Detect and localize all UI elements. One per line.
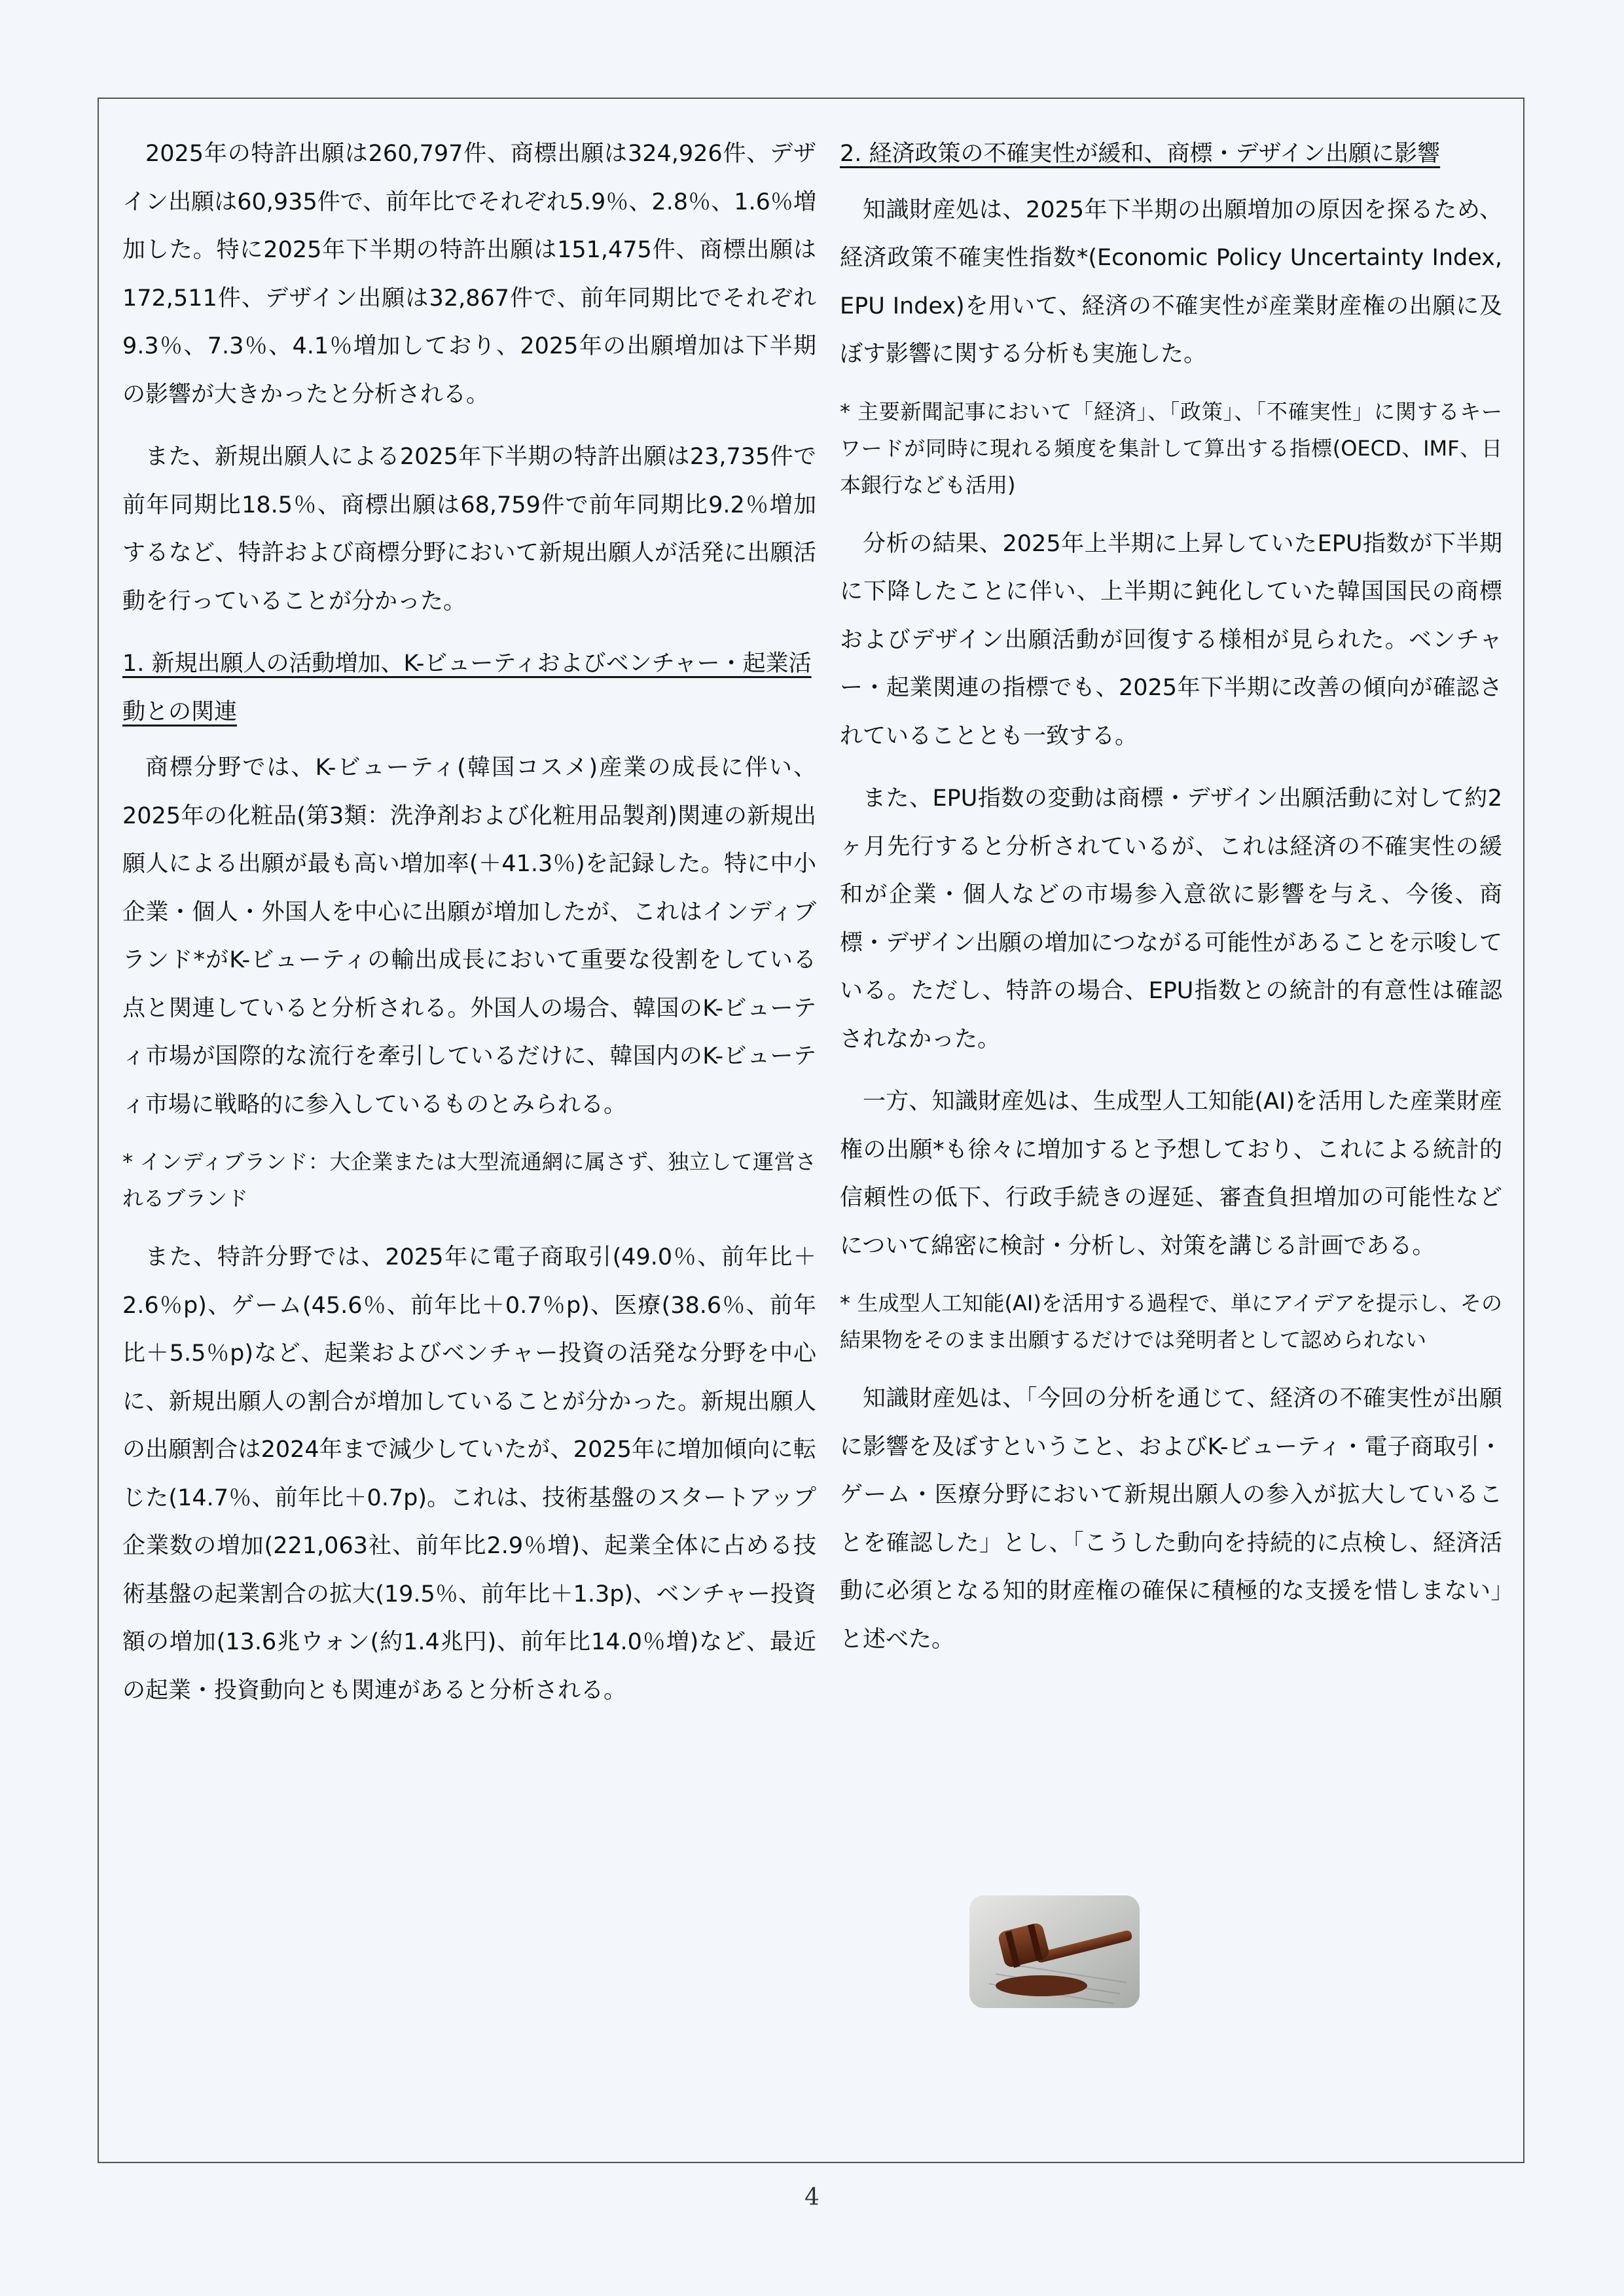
paragraph-k-beauty: 商標分野では、K-ビューティ(韓国コスメ)産業の成長に伴い、2025年の化粧品(第3類：洗浄剤および化粧用品製剤)関連の新規出願人による出願が最も高い増加率(＋41.3％)を記録した。特に中小企業・個人・外国人を中心に出願が増加したが、これはインディブランド*がK-ビューティの輸出成長において重要な役割をしている点と関連していると分析される。外国人の場合、韓国のK-ビューティ市場が国際的な流行を牽引しているだけに、韓国内のK-ビューティ市場に戦略的に参入しているものとみられる。 xyxy=(122,755,816,1118)
footnote-epu-index: * 主要新聞記事において「経済」、「政策」、「不確実性」に関するキーワードが同時に現れる頻度を集計して算出する指標(OECD、IMF、日本銀行なども活用) xyxy=(840,399,1502,497)
paragraph-patent-startups: また、特許分野では、2025年に電子商取引(49.0％、前年比＋2.6％p)、ゲーム(45.6％、前年比＋0.7％p)、医療(38.6％、前年比＋5.5％p)など、起業およびベンチャー投資の活発な分野を中心に、新規出願人の割合が増加していることが分かった。新規出願人の出願割合は2024年まで減少していたが、2025年に増加傾向に転じた(14.7％、前年比＋0.7p)。これは、技術基盤のスタートアップ企業数の増加(221,063社、前年比2.9％増)、起業全体に占める技術基盤の起業割合の拡大(19.5％、前年比＋1.3p)、ベンチャー投資額の増加(13.6兆ウォン(約1.4兆円)、前年比14.0％増)など、最近の起業・投資動向とも関連があると分析される。 xyxy=(122,1244,816,1704)
paragraph-generative-ai: 一方、知識財産処は、生成型人工知能(AI)を活用した産業財産権の出願*も徐々に増加すると予想しており、これによる統計的信頼性の低下、行政手続きの遅延、審査負担増加の可能性などについて綿密に検討・分析し、対策を講じる計画である。 xyxy=(840,1088,1502,1259)
content-frame xyxy=(98,98,1525,2163)
left-column xyxy=(122,130,816,1729)
paragraph-closing-statement: 知識財産処は、「今回の分析を通じて、経済の不確実性が出願に影響を及ぼすということ、およびK-ビューティ・電子商取引・ゲーム・医療分野において新規出願人の参入が拡大していることを確認した」とし、「こうした動向を持続的に点検し、経済活動に必須となる知的財産権の確保に積極的な支援を惜しまない」と述べた。 xyxy=(840,1386,1502,1653)
footnote-indie-brand: * インディブランド：大企業または大型流通網に属さず、独立して運営されるブランド xyxy=(122,1149,816,1211)
gavel-icon xyxy=(969,1895,1140,2008)
paragraph-filing-overview: 2025年の特許出願は260,797件、商標出願は324,926件、デザイン出願は60,935件で、前年比でそれぞれ5.9％、2.8％、1.6％増加した。特に2025年下半期の特許出願は151,475件、商標出願は172,511件、デザイン出願は32,867件で、前年同期比でそれぞれ9.3％、7.3％、4.1％増加しており、2025年の出願増加は下半期の影響が大きかったと分析される。 xyxy=(122,141,816,408)
footnote-ai-inventor: * 生成型人工知能(AI)を活用する過程で、単にアイデアを提示し、その結果物をそのまま出願するだけでは発明者として認められない xyxy=(840,1291,1502,1352)
section-heading-2: 2. 経済政策の不確実性が緩和、商標・デザイン出願に影響 xyxy=(840,141,1441,167)
right-column xyxy=(840,130,1502,1678)
paragraph-new-applicants: また、新規出願人による2025年下半期の特許出願は23,735件で前年同期比18.5％、商標出願は68,759件で前年同期比9.2％増加するなど、特許および商標分野において新規出願人が活発に出願活動を行っていることが分かった。 xyxy=(122,444,816,615)
paragraph-epu-lead: また、EPU指数の変動は商標・デザイン出願活動に対して約2ヶ月先行すると分析されているが、これは経済の不確実性の緩和が企業・個人などの市場参入意欲に影響を与え、今後、商標・デザイン出願の増加につながる可能性があることを示唆している。ただし、特許の場合、EPU指数との統計的有意性は確認されなかった。 xyxy=(840,785,1502,1052)
paragraph-epu-analysis: 知識財産処は、2025年下半期の出願増加の原因を探るため、経済政策不確実性指数*(Economic Policy Uncertainty Index, EPU Index)を用いて、経済の不確実性が産業財産権の出願に及ぼす影響に関する分析も実施した。 xyxy=(840,196,1502,367)
section-heading-1: 1. 新規出願人の活動増加、K-ビューティおよびベンチャー・起業活動との関連 xyxy=(122,651,812,725)
page-number: 4 xyxy=(804,2184,820,2211)
paragraph-epu-results: 分析の結果、2025年上半期に上昇していたEPU指数が下半期に下降したことに伴い、上半期に鈍化していた韓国国民の商標およびデザイン出願活動が回復する様相が見られた。ベンチャー・起業関連の指標でも、2025年下半期に改善の傾向が確認されていることとも一致する。 xyxy=(840,530,1502,749)
